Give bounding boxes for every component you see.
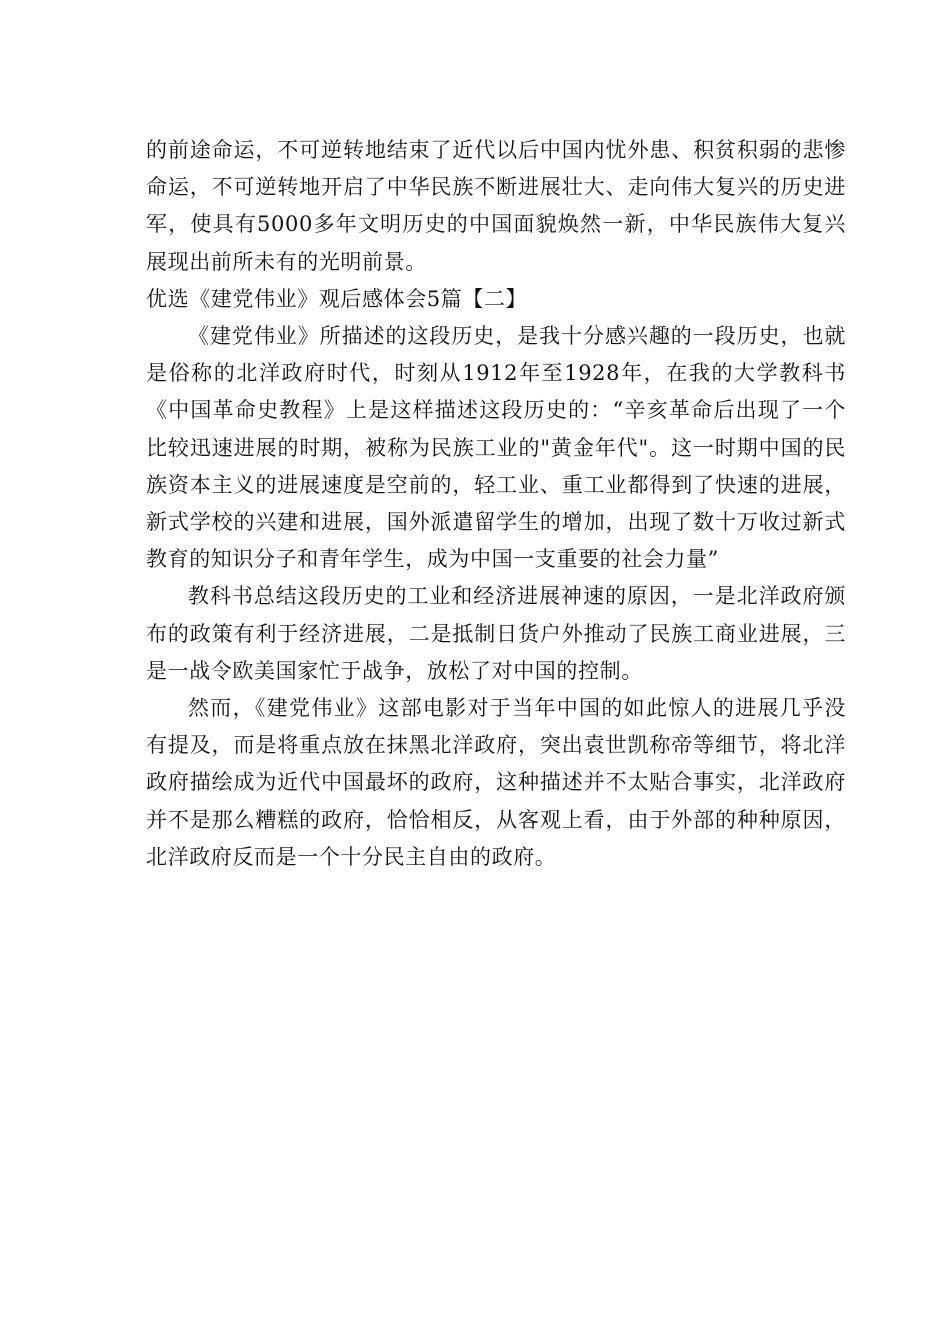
document-body xyxy=(146,132,846,876)
body-paragraph-2: 教科书总结这段历史的工业和经济进展神速的原因，一是北洋政府颁布的政策有利于经济进展，二是抵制日货户外推动了民族工商业进展，三是一战令欧美国家忙于战争，放松了对中国的控制。 xyxy=(146,584,846,683)
continuation-paragraph: 的前途命运，不可逆转地结束了近代以后中国内忧外患、积贫积弱的悲惨命运，不可逆转地开启了中华民族不断进展壮大、走向伟大复兴的历史进军，使具有5000多年文明历史的中国面貌焕然一新，中华民族伟大复兴展现出前所未有的光明前景。 xyxy=(146,138,846,274)
body-paragraph-3: 然而，《建党伟业》这部电影对于当年中国的如此惊人的进展几乎没有提及，而是将重点放在抹黑北洋政府，突出袁世凯称帝等细节，将北洋政府描绘成为近代中国最坏的政府，这种描述并不太贴合事实，北洋政府并不是那么糟糕的政府，恰恰相反，从客观上看，由于外部的种种原因，北洋政府反而是一个十分民主自由的政府。 xyxy=(146,696,846,869)
section-heading: 优选《建党伟业》观后感体会5篇【二】 xyxy=(146,286,528,311)
body-paragraph-1: 《建党伟业》所描述的这段历史，是我十分感兴趣的一段历史，也就是俗称的北洋政府时代，时刻从1912年至1928年，在我的大学教科书《中国革命史教程》上是这样描述这段历史的：“辛亥革命后出现了一个比较迅速进展的时期，被称为民族工业的"黄金年代"。这一时期中国的民族资本主义的进展速度是空前的，轻工业、重工业都得到了快速的进展，新式学校的兴建和进展，国外派遣留学生的增加，出现了数十万收过新式教育的知识分子和青年学生，成为中国一支重要的社会力量” xyxy=(146,324,846,572)
